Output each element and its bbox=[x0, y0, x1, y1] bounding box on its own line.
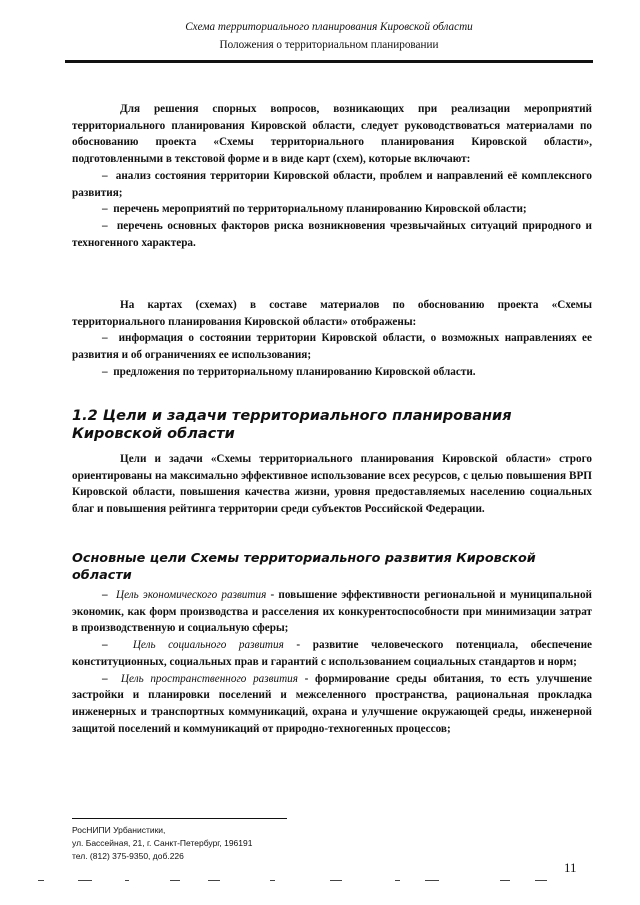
goal-term: Цель экономического развития bbox=[116, 589, 267, 601]
dash-mark: – bbox=[102, 203, 108, 216]
section-body bbox=[72, 451, 592, 518]
intro-list-text: перечень основных факторов риска возникновения чрезвычайных ситуаций природного и техногенного характера. bbox=[72, 219, 592, 249]
scan-artifacts bbox=[30, 880, 590, 884]
page-number: 11 bbox=[564, 860, 577, 875]
section-heading: 1.2 Цели и задачи территориального планирования Кировской области bbox=[72, 408, 512, 442]
scan-mark bbox=[500, 880, 510, 881]
maps-list-item bbox=[72, 330, 592, 363]
goals-list bbox=[72, 587, 592, 737]
scan-mark bbox=[208, 880, 220, 881]
maps-list-text: предложения по территориальному планированию Кировской области. bbox=[113, 365, 476, 378]
scan-mark bbox=[425, 880, 439, 881]
goal-item bbox=[72, 587, 592, 637]
goal-text: - формирование среды обитания, то есть улучшение застройки и планировки поселений и межселенного пространства, рациональная прокладка инженерных и транспортных коммуникаций, охрана и улучшение окружающей среды, инженерной защитой поселений и коммуникаций от природно-техногенных процессов; bbox=[72, 672, 592, 735]
maps-list-item bbox=[72, 364, 592, 381]
goal-item bbox=[72, 637, 592, 670]
footer-street: ул. Бассейная, 21, г. Санкт-Петербург, 196191 bbox=[72, 838, 253, 848]
scan-mark bbox=[395, 880, 400, 881]
intro-paragraph: Для решения спорных вопросов, возникающих при реализации мероприятий территориального планирования Кировской области, следует руководствоваться материалами по обоснованию проекта «Схемы территориального планирования Кировской области», подготовленными в текстовой форме и в виде карт (схем), которые включают: bbox=[72, 103, 592, 166]
intro-list-text: анализ состояния территории Кировской области, проблем и направлений её комплексного развития; bbox=[72, 169, 592, 199]
maps-list-text: информация о состоянии территории Кировской области, о возможных направлениях ее развития и об ограничениях ее использования; bbox=[72, 332, 592, 362]
dash-mark: – bbox=[102, 672, 108, 685]
goal-term: Цель социального развития bbox=[132, 639, 284, 652]
scan-mark bbox=[38, 880, 44, 881]
footer-address bbox=[72, 824, 252, 863]
scan-mark bbox=[170, 880, 180, 881]
header-subtitle: Положения о территориальном планировании bbox=[219, 39, 439, 51]
footer-org: РосНИПИ Урбанистики, bbox=[72, 825, 166, 835]
footnote-rule bbox=[72, 818, 287, 819]
scan-mark bbox=[270, 880, 275, 881]
footer-phone: тел. (812) 375-9350, доб.226 bbox=[72, 851, 184, 861]
scan-mark bbox=[125, 880, 129, 881]
dash-mark: – bbox=[102, 332, 108, 345]
goals-heading: Основные цели Схемы территориального развития Кировской области bbox=[72, 551, 536, 583]
header-rule bbox=[65, 60, 593, 63]
scan-mark bbox=[330, 880, 342, 881]
maps-paragraph: На картах (схемах) в составе материалов по обоснованию проекта «Схемы территориального планирования Кировской области» отображены: bbox=[72, 299, 592, 328]
intro-block bbox=[72, 101, 592, 251]
intro-list-item bbox=[72, 201, 592, 218]
goal-item bbox=[72, 671, 592, 738]
intro-list-item bbox=[72, 168, 592, 201]
maps-block bbox=[72, 297, 592, 381]
dash-mark: – bbox=[102, 219, 108, 232]
intro-list-item bbox=[72, 218, 592, 251]
dash-mark: – bbox=[102, 169, 108, 182]
running-header bbox=[65, 20, 593, 53]
scan-mark bbox=[535, 880, 547, 881]
goal-text: - развитие человеческого потенциала, обеспечение конституционных, социальных прав и гарантий с использованием социальных стандартов и норм; bbox=[72, 639, 592, 668]
section-paragraph: Цели и задачи «Схемы территориального планирования Кировской области» строго ориентированы на максимально эффективное использование всех ресурсов, с целью повышения ВРП Кировской области, повышения качества жизни, уровня предоставляемых населению социальных благ и повышения рейтинга территории среди субъектов Российской Федерации. bbox=[72, 453, 592, 516]
section-heading-block bbox=[72, 407, 592, 443]
intro-list-text: перечень мероприятий по территориальному планированию Кировской области; bbox=[113, 203, 527, 216]
scan-mark bbox=[78, 880, 92, 881]
goal-term: Цель пространственного развития bbox=[120, 672, 298, 685]
goals-heading-block bbox=[72, 550, 592, 584]
goal-text: - повышение эффективности региональной и муниципальной экономик, как форм производства и расселения их конкурентоспособности при минимизации затрат в производственную и социальную сферы; bbox=[72, 589, 592, 635]
header-title: Схема территориального планирования Кировской области bbox=[185, 21, 473, 33]
dash-mark: – bbox=[102, 589, 108, 601]
dash-mark: – bbox=[102, 639, 108, 652]
dash-mark: – bbox=[102, 365, 108, 378]
